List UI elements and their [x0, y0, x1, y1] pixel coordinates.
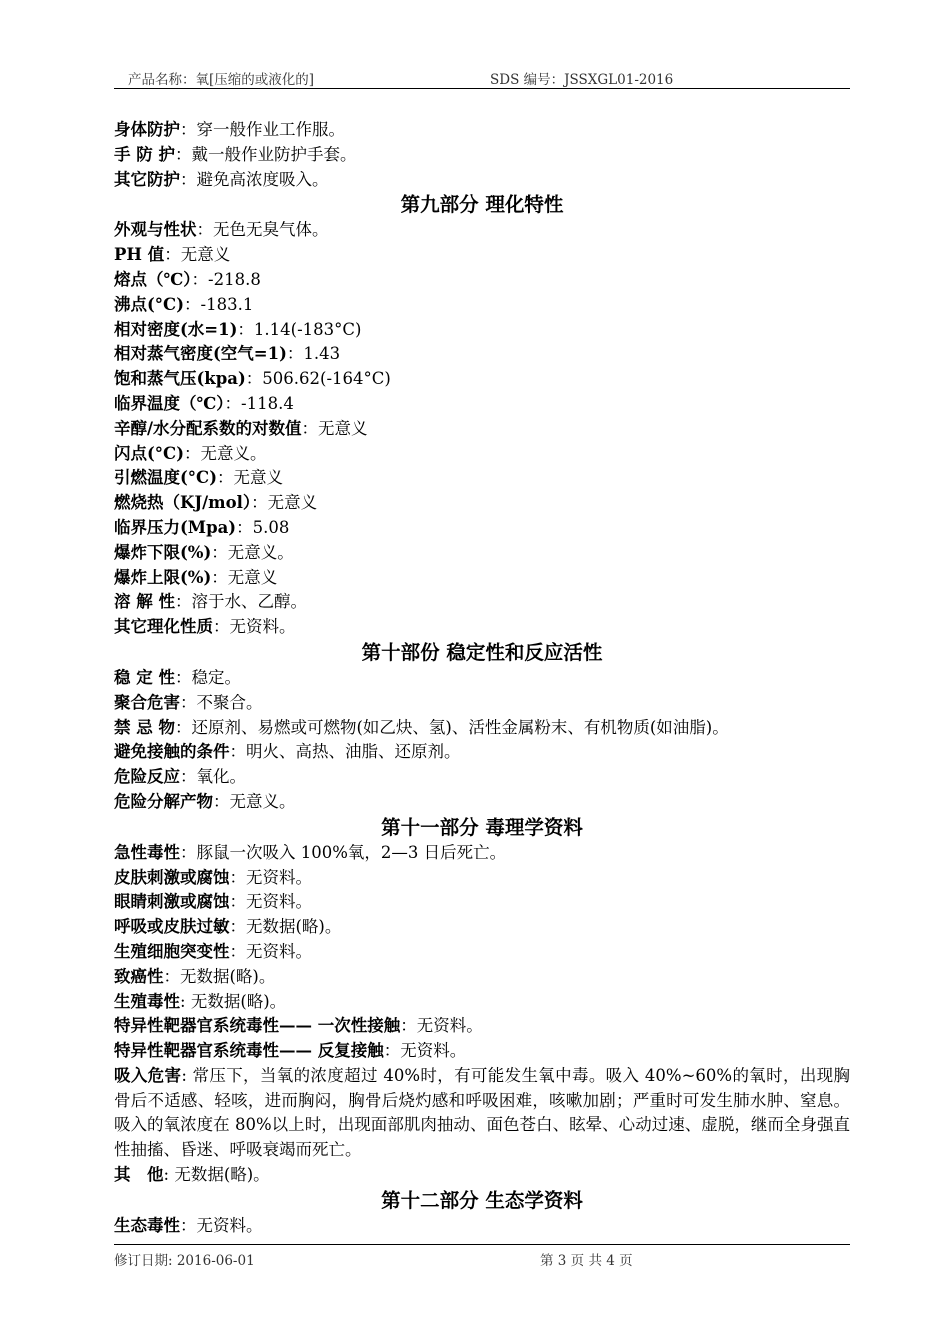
- stability-row: [114, 765, 850, 790]
- property-row: [114, 218, 850, 243]
- page-header: [114, 68, 850, 88]
- ecology-row: [114, 1214, 850, 1239]
- field-value: 氧化。: [196, 767, 246, 787]
- field-label: 聚合危害: [114, 692, 180, 712]
- field-sep: :: [181, 1065, 193, 1085]
- field-value: 无意义。: [227, 542, 294, 562]
- property-row: [114, 541, 850, 566]
- field-label: 燃烧热（KJ/mol）: [114, 493, 252, 513]
- toxicology-row: [114, 866, 850, 891]
- field-label: 特异性靶器官系统毒性—— 一次性接触: [114, 1016, 401, 1036]
- stability-row: [114, 666, 850, 691]
- field-value: 无意义。: [229, 791, 296, 811]
- field-label: 禁 忌 物: [114, 717, 175, 737]
- field-label: 危险分解产物: [114, 791, 213, 811]
- field-sep: ：: [175, 667, 192, 687]
- toxicology-row: [114, 915, 850, 940]
- section-9-title: 第九部分 理化特性: [400, 193, 564, 217]
- field-value: 无资料。: [246, 892, 312, 912]
- header-divider: [114, 88, 850, 89]
- field-value: 无资料。: [246, 941, 312, 961]
- toxicology-row: [114, 841, 850, 866]
- field-value: 无资料。: [400, 1041, 467, 1061]
- field-sep: ：: [213, 791, 230, 811]
- property-row: [114, 268, 850, 293]
- field-label: 其 他: [114, 1165, 164, 1185]
- field-sep: ：: [184, 294, 201, 314]
- field-sep: ：: [229, 867, 246, 887]
- field-label: 吸入危害: [114, 1065, 182, 1085]
- toxicology-row: [114, 1014, 850, 1039]
- field-value: 无意义: [227, 567, 278, 587]
- property-row: [114, 293, 850, 318]
- footer-page-number: 第 3 页 共 4 页: [540, 1253, 633, 1269]
- field-sep: ：: [229, 917, 246, 937]
- field-label: 辛醇/水分配系数的对数值: [114, 418, 302, 438]
- field-sep: ：: [180, 169, 197, 189]
- field-label: 身体防护: [114, 120, 180, 139]
- field-value: -118.4: [241, 393, 294, 413]
- property-row: [114, 392, 850, 417]
- field-sep: ：: [217, 468, 234, 488]
- field-label: 相对密度(水=1): [114, 319, 238, 339]
- protection-row: [114, 118, 850, 143]
- protection-row: [114, 168, 850, 193]
- field-label: 临界温度（℃）: [114, 393, 225, 413]
- field-sep: ：: [175, 592, 192, 612]
- field-sep: ：: [229, 941, 246, 961]
- field-sep: ：: [237, 319, 254, 339]
- field-value: 常压下，当氧的浓度超过 40%时，有可能发生氧中毒。吸入 40%~60%的氧时，出现胸骨后不适感、轻咳，进而胸闷，胸骨后烧灼感和呼吸困难，咳嗽加剧；严重时可发生肺水肿、窒息。吸入的氧浓度在 80%以上时，出现面部肌肉抽动、面色苍白、眩晕、心动过速、虚脱，继而全身强直性抽搐、昏迷、呼吸衰竭而死亡。: [114, 1065, 851, 1160]
- field-label: 避免接触的条件: [114, 742, 230, 762]
- field-value: 无数据(略)。: [180, 966, 276, 986]
- field-sep: ：: [301, 418, 319, 438]
- field-sep: ：: [196, 220, 213, 240]
- field-label: 其它防护: [114, 169, 180, 189]
- property-row: [114, 615, 850, 640]
- field-value: 不聚合。: [196, 692, 263, 712]
- toxicology-row: [114, 940, 850, 965]
- field-sep: ：: [383, 1041, 401, 1061]
- field-value: 穿一般作业工作服。: [196, 120, 345, 139]
- stability-row: [114, 716, 850, 741]
- field-value: 1.43: [303, 344, 341, 364]
- field-value: 无意义: [267, 493, 318, 513]
- field-label: PH 值: [114, 245, 165, 265]
- field-sep: ：: [286, 344, 304, 364]
- field-value: 无资料。: [416, 1016, 483, 1036]
- property-row: [114, 243, 850, 268]
- field-label: 特异性靶器官系统毒性—— 反复接触: [114, 1041, 384, 1061]
- field-value: 稳定。: [191, 667, 241, 687]
- field-label: 外观与性状: [114, 220, 197, 240]
- header-product-name: 产品名称：氧[压缩的或液化的]: [128, 72, 315, 88]
- field-label: 稳 定 性: [114, 667, 175, 687]
- field-value: 戴一般作业防护手套。: [191, 144, 357, 164]
- field-label: 生殖毒性: [114, 991, 180, 1011]
- field-label: 溶 解 性: [114, 592, 175, 612]
- property-row: [114, 566, 850, 591]
- property-row: [114, 491, 850, 516]
- field-sep: ：: [180, 842, 197, 862]
- protection-row: [114, 143, 850, 168]
- field-value: 无数据(略)。: [174, 1165, 270, 1185]
- property-row: [114, 342, 850, 367]
- field-value: 豚鼠一次吸入 100%氧，2—3 日后死亡。: [196, 842, 507, 862]
- field-sep: ：: [211, 542, 228, 562]
- toxicology-row: [114, 990, 850, 1015]
- field-value: 溶于水、乙醇。: [191, 592, 307, 612]
- stability-row: [114, 691, 850, 716]
- section-12-title: 第十二部分 生态学资料: [381, 1188, 583, 1212]
- property-row: [114, 442, 850, 467]
- field-sep: ：: [229, 892, 246, 912]
- field-sep: ：: [400, 1016, 417, 1036]
- field-label: 引燃温度(°C): [114, 468, 217, 488]
- stability-row: [114, 740, 850, 765]
- field-label: 皮肤刺激或腐蚀: [114, 867, 230, 887]
- toxicology-row: [114, 890, 850, 915]
- field-value: 无数据(略)。: [246, 917, 342, 937]
- field-sep: ：: [184, 443, 201, 463]
- section-11-title: 第十一部分 毒理学资料: [381, 815, 583, 839]
- field-label: 生殖细胞突变性: [114, 941, 230, 961]
- field-value: 1.14(-183°C): [253, 319, 362, 339]
- field-sep: ：: [211, 567, 228, 587]
- field-value: 无数据(略)。: [190, 991, 287, 1011]
- field-label: 沸点(°C): [114, 294, 184, 314]
- inhalation-hazard-paragraph: [114, 1064, 850, 1163]
- field-sep: ：: [164, 245, 181, 265]
- field-value: 明火、高热、油脂、还原剂。: [246, 742, 461, 762]
- field-value: 避免高浓度吸入。: [196, 169, 329, 189]
- field-label: 致癌性: [114, 966, 164, 986]
- field-label: 临界压力(Mpa): [114, 517, 237, 537]
- field-sep: ：: [229, 742, 246, 762]
- field-sep: ：: [245, 369, 263, 389]
- field-value: 无意义。: [200, 443, 267, 463]
- field-sep: ：: [251, 493, 268, 513]
- property-row: [114, 318, 850, 343]
- toxicology-row: [114, 965, 850, 990]
- toxicology-row: [114, 1163, 850, 1188]
- field-value: 还原剂、易燃或可燃物(如乙炔、氢)、活性金属粉末、有机物质(如油脂)。: [191, 717, 729, 737]
- field-sep: :: [180, 991, 191, 1011]
- field-value: 无资料。: [196, 1215, 263, 1235]
- field-label: 爆炸下限(%): [114, 542, 212, 562]
- field-sep: ：: [236, 517, 253, 537]
- field-value: 无资料。: [229, 617, 296, 637]
- field-sep: ：: [213, 617, 230, 637]
- property-row: [114, 417, 850, 442]
- footer-revision-date: 修订日期: 2016-06-01: [114, 1253, 255, 1269]
- property-row: [114, 367, 850, 392]
- field-sep: ：: [163, 966, 180, 986]
- footer-divider: [114, 1244, 850, 1245]
- field-sep: ：: [175, 717, 192, 737]
- field-sep: :: [163, 1165, 175, 1185]
- field-label: 熔点（℃）: [114, 269, 192, 289]
- property-row: [114, 590, 850, 615]
- field-label: 其它理化性质: [114, 617, 213, 637]
- field-label: 眼睛刺激或腐蚀: [114, 892, 230, 912]
- stability-row: [114, 790, 850, 815]
- field-label: 急性毒性: [114, 842, 180, 862]
- field-label: 爆炸上限(%): [114, 567, 212, 587]
- field-value: 506.62(-164°C): [262, 369, 391, 389]
- field-label: 饱和蒸气压(kpa): [114, 369, 246, 389]
- toxicology-row: [114, 1039, 850, 1064]
- field-sep: ：: [180, 692, 197, 712]
- property-row: [114, 516, 850, 541]
- field-sep: ：: [191, 269, 209, 289]
- field-sep: ：: [180, 767, 197, 787]
- field-value: -183.1: [200, 294, 254, 314]
- field-value: 5.08: [252, 517, 290, 537]
- field-label: 闪点(°C): [114, 443, 184, 463]
- field-value: -218.8: [208, 269, 261, 289]
- field-label: 危险反应: [114, 767, 180, 787]
- field-sep: ：: [180, 1215, 197, 1235]
- field-value: 无意义: [233, 468, 283, 488]
- field-value: 无意义: [318, 418, 368, 438]
- field-value: 无色无臭气体。: [213, 220, 329, 240]
- header-sds-number: SDS 编号：JSSXGL01-2016: [490, 72, 674, 88]
- field-sep: ：: [224, 393, 242, 413]
- field-label: 呼吸或皮肤过敏: [114, 917, 230, 937]
- field-label: 生态毒性: [114, 1215, 180, 1235]
- document-body: [114, 118, 850, 1239]
- section-10-title: 第十部份 稳定性和反应活性: [361, 640, 603, 664]
- field-value: 无资料。: [246, 867, 312, 887]
- field-sep: ：: [175, 144, 192, 164]
- property-row: [114, 466, 850, 491]
- field-sep: ：: [180, 120, 197, 139]
- field-value: 无意义: [180, 245, 231, 265]
- field-label: 手 防 护: [114, 144, 175, 164]
- field-label: 相对蒸气密度(空气=1): [114, 344, 287, 364]
